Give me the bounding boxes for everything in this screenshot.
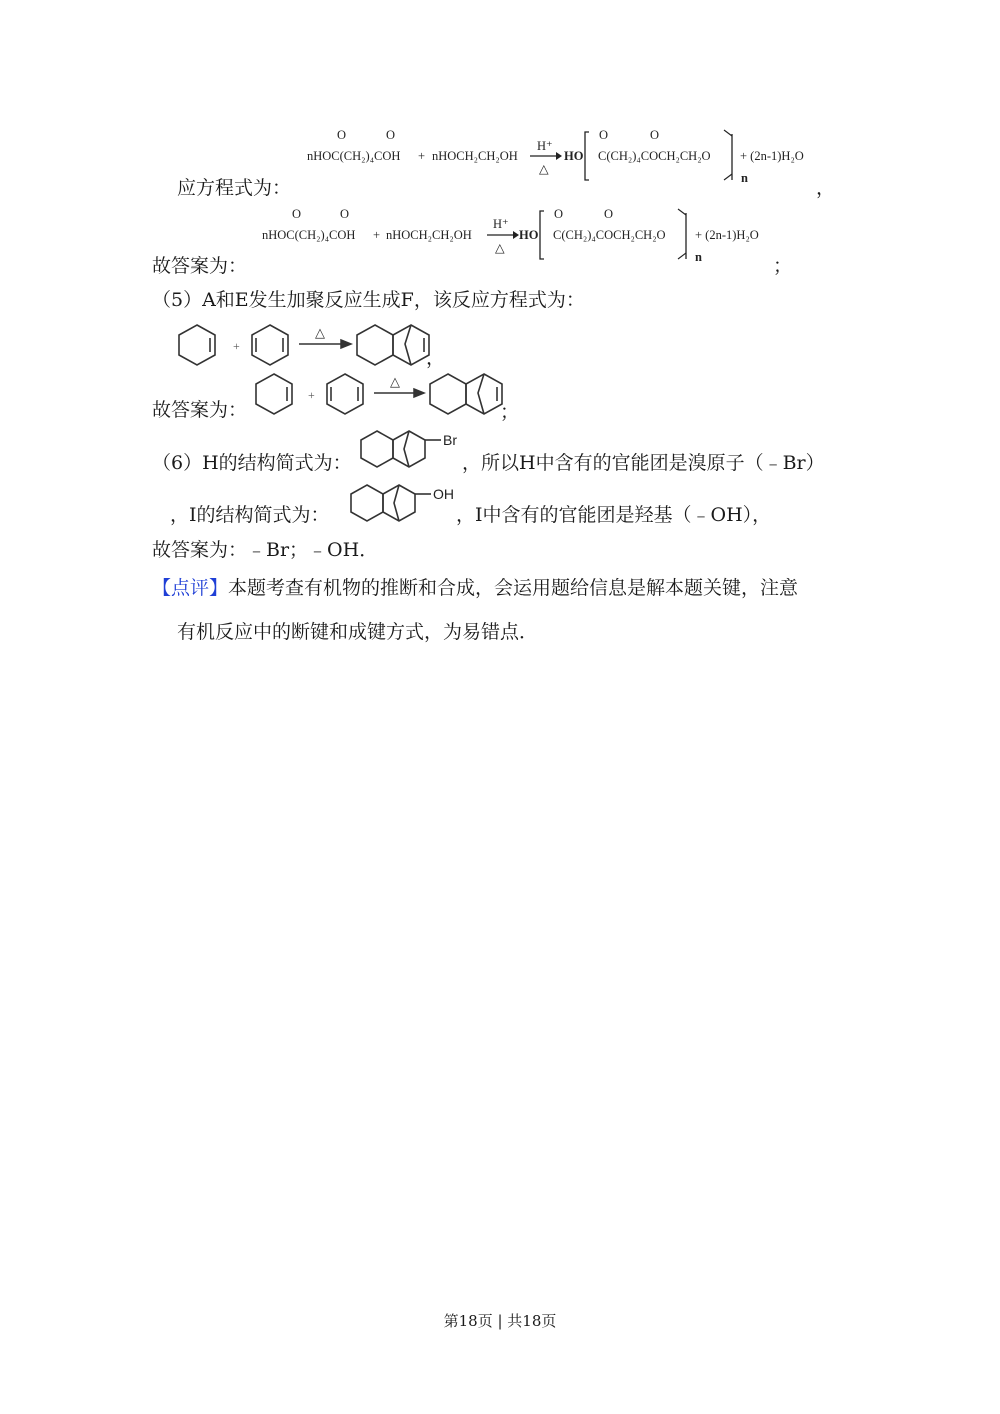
right-bracket bbox=[676, 209, 696, 261]
page-footer bbox=[0, 1310, 1000, 1331]
section6-line2-suffix: ，I中含有的官能团是羟基（﹣OH）， bbox=[456, 504, 772, 526]
left-bracket bbox=[583, 130, 593, 182]
cyclohexadiene-structure bbox=[327, 374, 363, 414]
compound-i-structure bbox=[347, 482, 462, 526]
bromo-substituent-label: Br bbox=[443, 432, 457, 448]
section5-semicolon: ； bbox=[500, 401, 520, 423]
condition-heat: △ bbox=[539, 162, 549, 176]
cyclohexene-structure bbox=[179, 325, 215, 365]
carbonyl-o-1: O bbox=[292, 207, 302, 221]
heat-symbol: △ bbox=[315, 326, 325, 341]
section5-question: （5）A和E发生加聚反应生成F，该反应方程式为： bbox=[152, 289, 585, 311]
condition-acid: H⁺ bbox=[493, 217, 509, 231]
product-repeat-unit: C(CH₂)₄COCH₂CH₂O bbox=[553, 228, 666, 242]
section4-lead: 应方程式为： bbox=[177, 177, 292, 199]
reaction-arrow bbox=[299, 340, 351, 348]
compound-h-structure bbox=[357, 428, 467, 472]
product-ho: HO bbox=[564, 149, 584, 163]
reaction-arrow bbox=[374, 389, 424, 397]
comment-line2: 有机反应中的断键和成键方式，为易错点． bbox=[177, 621, 539, 643]
bicyclic-product-structure bbox=[430, 374, 502, 414]
left-bracket bbox=[538, 209, 548, 261]
right-bracket bbox=[722, 130, 742, 182]
product-repeat-unit: C(CH₂)₄COCH₂CH₂O bbox=[598, 149, 711, 163]
carbonyl-o-4: O bbox=[650, 128, 660, 142]
carbonyl-o-3: O bbox=[599, 128, 609, 142]
page-number: 第18页 | 共18页 bbox=[443, 1312, 557, 1330]
reactant-diacid: nHOC(CH₂)₄COH bbox=[307, 149, 401, 163]
reactant-diol: nHOCH₂CH₂OH bbox=[386, 228, 472, 242]
plus-sign: + bbox=[233, 339, 240, 353]
subscript-n: n bbox=[741, 171, 748, 185]
diels-alder-scheme-1 bbox=[175, 322, 440, 370]
section5-comma: ， bbox=[426, 347, 446, 369]
comment-text-1: 本题考查有机物的推断和合成，会运用题给信息是解本题关键，注意 bbox=[228, 577, 799, 599]
section4-answer-label: 故答案为： bbox=[152, 255, 248, 277]
subscript-n: n bbox=[695, 250, 702, 264]
plus-sign: + bbox=[418, 149, 426, 163]
byproduct-water: + (2n-1)H₂O bbox=[695, 228, 759, 242]
comment-tag: 【点评】 bbox=[152, 577, 229, 599]
condition-acid: H⁺ bbox=[537, 139, 553, 153]
section6-line2-prefix: ，I的结构简式为： bbox=[170, 504, 330, 526]
plus-sign: + bbox=[308, 388, 315, 402]
condition-heat: △ bbox=[495, 241, 505, 255]
cyclohexadiene-structure bbox=[252, 325, 288, 365]
comment-line1 bbox=[152, 576, 798, 600]
cyclohexene-structure bbox=[256, 374, 292, 414]
diels-alder-scheme-2 bbox=[252, 371, 512, 419]
product-ho: HO bbox=[519, 228, 539, 242]
section5-answer-label: 故答案为： bbox=[152, 399, 248, 421]
carbonyl-o-4: O bbox=[604, 207, 614, 221]
reactant-diacid: nHOC(CH₂)₄COH bbox=[262, 228, 356, 242]
section6-line1-suffix: ，所以H中含有的官能团是溴原子（﹣Br） bbox=[462, 452, 825, 474]
section6-answer: 故答案为：﹣Br；﹣OH． bbox=[152, 539, 379, 561]
section4-comma: ， bbox=[816, 177, 836, 199]
carbonyl-o-2: O bbox=[340, 207, 350, 221]
carbonyl-o-3: O bbox=[554, 207, 564, 221]
section4-semicolon: ； bbox=[773, 255, 793, 277]
byproduct-water: + (2n-1)H₂O bbox=[740, 149, 804, 163]
heat-symbol: △ bbox=[390, 375, 400, 390]
carbonyl-o-1: O bbox=[337, 128, 347, 142]
carbonyl-o-2: O bbox=[386, 128, 396, 142]
reactant-diol: nHOCH₂CH₂OH bbox=[432, 149, 518, 163]
plus-sign: + bbox=[373, 228, 381, 242]
hydroxyl-substituent-label: OH bbox=[433, 486, 454, 502]
bicyclic-product-structure bbox=[357, 325, 429, 365]
section6-line1-prefix: （6）H的结构简式为： bbox=[152, 452, 352, 474]
